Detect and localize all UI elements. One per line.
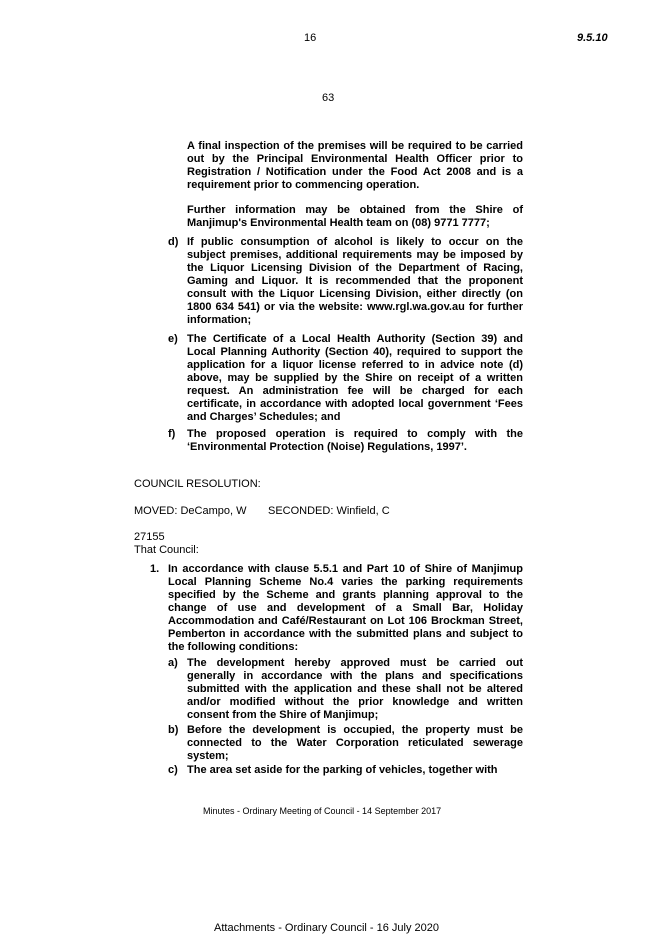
- resolution-point-text: In accordance with clause 5.5.1 and Part 10 of Shire of Manjimup Local Planning Scheme No.4 varies the parking requirements specified by the Scheme and grants planning approval to the change of use and development of a Small Bar, Holiday Accommodation and Café/Restaurant on Lot 106 Brockman Street, Pemberton in accordance with the submitted plans and subject to the following conditions:: [168, 563, 523, 653]
- attachments-footer: Attachments - Ordinary Council - 16 July 2020: [214, 922, 439, 934]
- moved-by: MOVED: DeCampo, W: [134, 505, 247, 517]
- further-info-note: Further information may be obtained from the Shire of Manjimup's Environmental Health team on (08) 9771 7777;: [187, 204, 523, 229]
- minutes-footer: Minutes - Ordinary Meeting of Council - 14 September 2017: [203, 806, 442, 816]
- list-marker: c): [168, 764, 178, 776]
- page-number: 16: [304, 32, 317, 44]
- minutes-page-number: 63: [322, 92, 335, 104]
- list-marker: d): [168, 236, 179, 248]
- resolution-intro: That Council:: [134, 544, 199, 556]
- list-marker: e): [168, 333, 178, 345]
- condition-text: The area set aside for the parking of vehicles, together with: [187, 764, 498, 776]
- advice-note-text: The Certificate of a Local Health Authority (Section 39) and Local Planning Authority (Section 40), required to support the application for a liquor license referred to in advice note (d) above, may be supplied by the Shire on receipt of a written request. An administration fee will be charged for each certificate, in accordance with adopted local government ‘Fees and Charges’ Schedules; and: [187, 333, 523, 423]
- seconded-by: SECONDED: Winfield, C: [268, 505, 390, 517]
- condition-text: The development hereby approved must be carried out generally in accordance with the plans and specifications submitted with the application and these shall not be altered and/or modified without the prior knowledge and written consent from the Shire of Manjimup;: [187, 657, 523, 721]
- condition-text: Before the development is occupied, the property must be connected to the Water Corporation reticulated sewerage system;: [187, 724, 523, 762]
- list-marker: b): [168, 724, 179, 736]
- inspection-note: A final inspection of the premises will be required to be carried out by the Principal Environmental Health Officer prior to Registration / Notification under the Food Act 2008 and is a requirement prior to commencing operation.: [187, 140, 523, 191]
- council-resolution-heading: COUNCIL RESOLUTION:: [134, 478, 261, 490]
- list-marker: 1.: [150, 563, 160, 575]
- item-reference: 9.5.10: [577, 32, 608, 44]
- list-marker: f): [168, 428, 176, 440]
- list-marker: a): [168, 657, 178, 669]
- resolution-number: 27155: [134, 531, 165, 543]
- advice-note-text: If public consumption of alcohol is likely to occur on the subject premises, additional requirements may be imposed by the Liquor Licensing Division of the Department of Racing, Gaming and Liquor. It is recommended that the proponent consult with the Liquor Licensing Division, either directly (on 1800 634 541) or via the website: www.rgl.wa.gov.au for further information;: [187, 236, 523, 326]
- advice-note-text: The proposed operation is required to comply with the ‘Environmental Protection (Noise) Regulations, 1997’.: [187, 428, 523, 453]
